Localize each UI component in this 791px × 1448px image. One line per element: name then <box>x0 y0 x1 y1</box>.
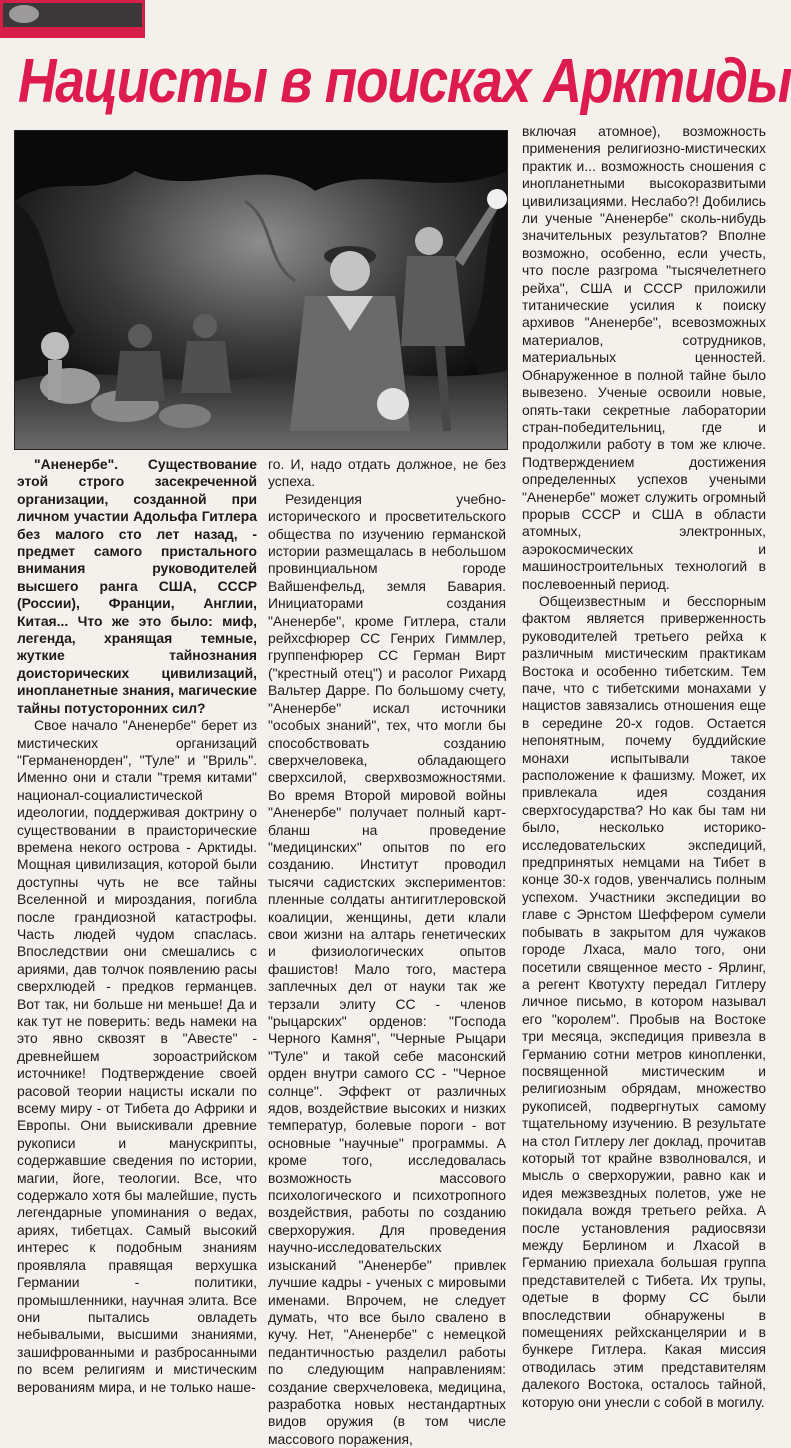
article-paragraph: Свое начало "Аненербе" берет из мистических организаций "Германенорден", "Туле" и "Вриль". Именно они и стали "тремя китами" национал-социалистической идеологии, поддерживая доктрину о существовании в праисторические времена некого острова - Арктиды. Мощная цивилизация, которой были доступны чуть не все тайны Вселенной и мироздания, погибла после грандиозной катастрофы. Часть людей чудом спаслась. Впоследствии они смешались с ариями, дав толчок появлению расы сверхлюдей - предков германцев. Вот так, ни больше ни меньше! Да и как тут не поверить: ведь намеки на это явно сквозят в "Авесте" - древнейшем зороастрийском источнике! Подтверждение своей расовой теории нацисты искали по всему миру - от Тибета до Африки и Европы. Они выискивали древние рукописи и манускрипты, содержавшие сведения по истории, магии, йоге, теологии. Все, что содержало хотя бы малейшие, пусть легендарные упоминания о ведах, ариях, тибетцах. Самый высокий интерес к подобным знаниям проявляла правящая верхушка Германии - политики, промышленники, научная элита. Все они пытались овладеть небывалыми, высшими знаниями, зашифрованными и разбросанными по всем религиям и мистическим верованиям мира, и не только наше- <box>17 717 257 1395</box>
article-column-1 <box>17 0 257 1395</box>
article-column-2 <box>268 0 506 1447</box>
article-lead: "Аненербе". Существование этой строго засекреченной организации, созданной при личном участии Адольфа Гитлера без малого сто лет назад, - предмет самого пристального внимания руководителей высшего ранга США, СССР (России), Франции, Англии, Китая... Что же это было: миф, легенда, хранящая темные, жуткие тайнознания доисторических цивилизаций, инопланетные знания, магические тайны потусторонних сил? <box>17 456 257 716</box>
article-column-3 <box>522 0 766 1410</box>
article-paragraph: Общеизвестным и бесспорным фактом является приверженность руководителей третьего рейха к различным мистическим практикам Востока и особенно тибетским. Тем паче, что с тибетскими монахами у нацистов завязались отношения еще в середине 20-х годов. Остается непонятным, почему буддийские монахи испытывали такое расположение к фашизму. Может, их привлекала идея создания сверхгосударства? Но как бы там ни было, несколько историко-исследовательских экспедиций, предпринятых немцами на Тибет в конце 30-х годов, увенчались полным успехом. Участники экспедиции во главе с Эрнстом Шеффером сумели побывать в закрытом для чужаков городе Лхаса, мало того, они посетили священное место - Ярлинг, а регент Квотухту передал Гитлеру личное письмо, в котором называл его "королем". Пробыв на Востоке три месяца, экспедиция привезла в Германию сотни метров кинопленки, посвященной мистическим и религиозным обрядам, множество рукописей, подвергнутых самому тщательному изучению. В результате на стол Гитлеру лег доклад, прочитав который тот крайне взволновался, и мысль о сверхоружии, равно как и идея межзвездных полетов, уже не покидала вождя третьего рейха. А после установления радиосвязи между Берлином и Лхасой в Германию приехала большая группа представителей с Тибета. Их трупы, одетые в форму СС были впоследствии обнаружены в помещениях рейхсканцелярии и в бункере Гитлера. Какая миссия отводилась этим представителям далекого Востока, осталось тайной, которую они унесли с собой в могилу. <box>522 593 766 1410</box>
article-paragraph: включая атомное), возможность применения религиозно-мистических практик и... возможность сношения с инопланетными высокоразвитыми цивилизациями. Неслабо?! Добились ли ученые "Аненербе" сколь-нибудь значительных результатов? Вполне возможно, особенно, если учесть, что после разгрома "тысячелетнего рейха", США и СССР приложили титанические усилия к поиску архивов "Аненербе", всевозможных материалов, сотрудников, материальных ценностей. Обнаруженное в полной тайне было вывезено. Ученые освоили новые, опять-таки секретные лаборатории стран-победительниц, где и продолжили работу в том же ключе. Подтверждением достижения определенных успехов учеными "Аненербе" может служить огромный прорыв СССР и США в области атомных, электронных, аэрокосмических и машиностроительных технологий в послевоенный период. <box>522 123 766 592</box>
article-paragraph: Резиденция учебно-исторического и просветительского общества по изучению германской истории размещалась в небольшом провинциальном городе Вайшенфельд, земля Бавария. Инициаторами создания "Аненербе", кроме Гитлера, стали рейхсфюрер СС Генрих Гиммлер, группенфюрер СС Герман Вирт ("крестный отец") и расолог Рихард Вальтер Дарре. По большому счету, "Аненербе" искал источники "особых знаний", тех, что могли бы способствовать созданию сверхчеловека, обладающего сверхсилой, сверхвозможностями. Во время Второй мировой войны "Аненербе" получает полный карт-бланш на проведение "медицинских" опытов по его созданию. Институт проводил тысячи садистских экспериментов: пленные солдаты антигитлеровской коалиции, женщины, дети клали свои жизни на алтарь генетических и физиологических опытов фашистов! Мало того, мастера заплечных дел от науки так же терзали элиту СС - членов "рыцарских" орденов: "Господа Черного Камня", "Черные Рыцари "Туле" и такой себе масонский орден внутри самого СС - "Черное солнце". Эффект от различных ядов, воздействие высоких и низких температур, болевые пороги - вот основные "научные" программы. А кроме того, исследовалась возможность массового психологического и психотропного воздействия, работы по созданию сверхоружия. Для проведения научно-исследовательских изысканий "Аненербе" привлек лучшие кадры - ученых с мировыми именами. Впрочем, не следует думать, что все было свалено в кучу. Нет, "Аненербе" с немецкой педантичностью разделил работы по следующим направлениям: создание сверхчеловека, медицина, разработка новых нестандартных видов оружия (в том числе массового поражения, <box>268 490 506 1447</box>
article-paragraph: го. И, надо отдать должное, не без успеха. <box>268 456 506 490</box>
headline: Нацисты в поисках Арктиды <box>18 47 791 116</box>
